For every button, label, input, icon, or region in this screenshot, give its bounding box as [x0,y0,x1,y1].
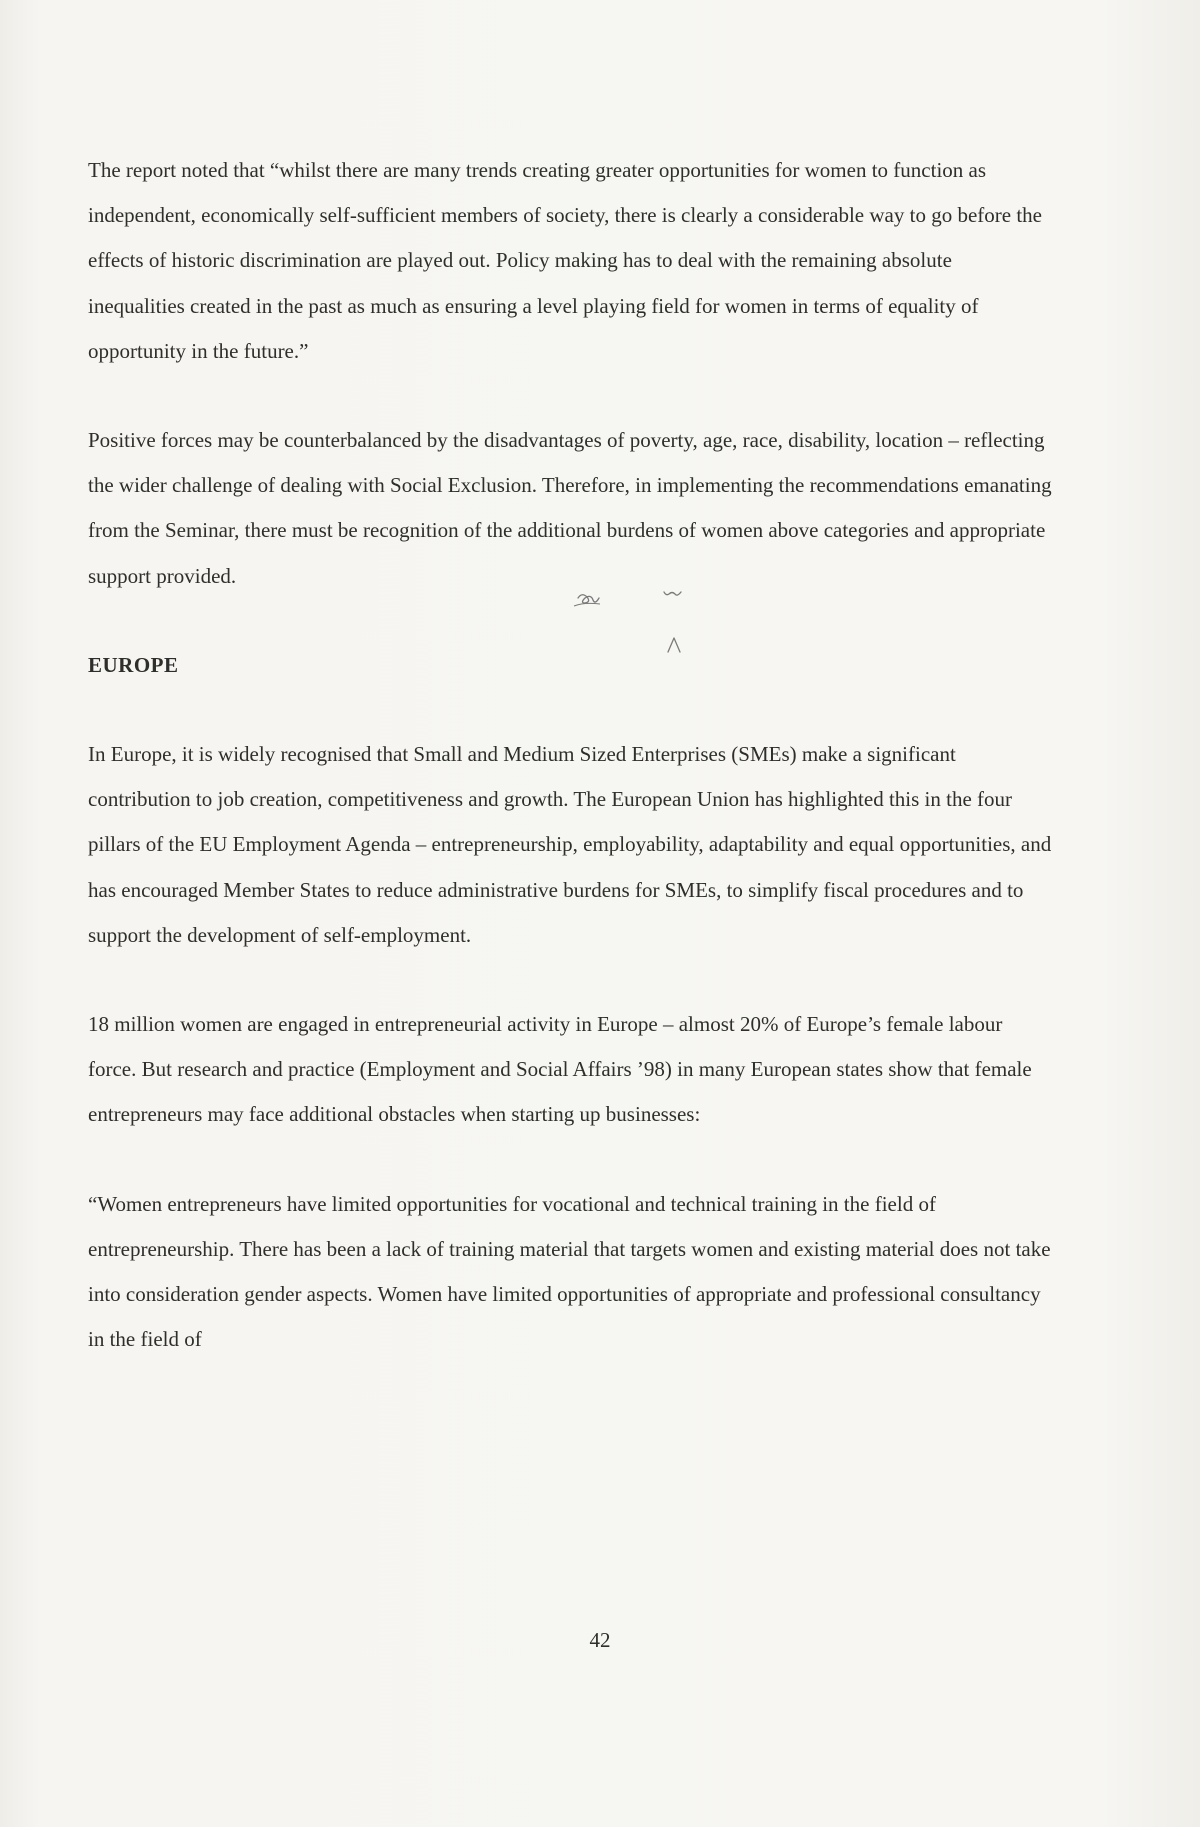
paragraph-positive-forces: Positive forces may be counterbalanced by the disadvantages of poverty, age, race, disability, location – reflecting the wider challenge of dealing with Social Exclusion. Therefore, in implementing the recommendations emanating from the Seminar, there must be recognition of the additional burdens of women above categories and appropriate support provided. [88,428,1052,588]
document-body [88,148,1053,1362]
paragraph-training-quote: “Women entrepreneurs have limited opportunities for vocational and technical training in the field of entrepreneurship. There has been a lack of training material that targets women and existing material does not take into consideration gender aspects. Women have limited opportunities of appropriate and professional consultancy in the field of [88,1191,1051,1352]
paragraph-gap [88,599,1053,643]
paragraph-gap [88,1138,1053,1182]
paragraph-report-quote: The report noted that “whilst there are many trends creating greater opportunities for women to function as independent, economically self-sufficient members of society, there is clearly a considerable way to go before the effects of historic discrimination are played out. Policy making has to deal with the remaining absolute inequalities created in the past as much as ensuring a level playing field for women in terms of equality of opportunity in the future.” [88,158,1042,363]
paragraph-europe-smes: In Europe, it is widely recognised that Small and Medium Sized Enterprises (SMEs) make a significant contribution to job creation, competitiveness and growth. The European Union has highlighted this in the four pillars of the EU Employment Agenda – entrepreneurship, employability, adaptability and equal opportunities, and has encouraged Member States to reduce administrative burdens for SMEs, to simplify fiscal procedures and to support the development of self-employment. [88,742,1052,947]
paragraph-gap [88,374,1053,418]
page-number: 42 [589,1628,611,1652]
paragraph-gap [88,688,1053,732]
section-heading-europe: EUROPE [88,652,179,677]
paragraph-gap [88,958,1053,1002]
paragraph-women-entrepreneurs: 18 million women are engaged in entrepreneurial activity in Europe – almost 20% of Europe’s female labour force. But research and practice (Employment and Social Affairs ’98) in many European states show that female entrepreneurs may face additional obstacles when starting up businesses: [88,1012,1032,1127]
